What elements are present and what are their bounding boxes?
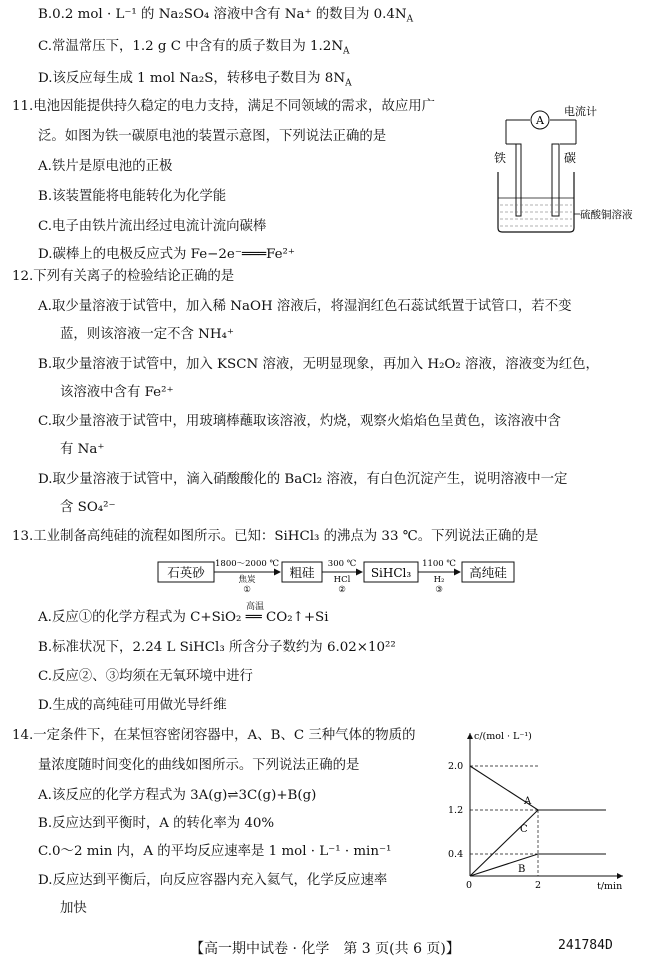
q13-option-b: B.标准状况下，2.24 L SiHCl₃ 所含分子数约为 6.02×10²² [38, 640, 396, 655]
x-axis-arrow [617, 873, 623, 879]
flow-box-sihcl3-label: SiHCl₃ [370, 566, 412, 580]
q14-stem-cont: 量浓度随时间变化的曲线如图所示。下列说法正确的是 [38, 758, 360, 773]
arrow2-reagent: HCl [333, 575, 351, 585]
ammeter-symbol: A [536, 114, 544, 127]
q13-option-a: A.反应①的化学方程式为 C+SiO₂ ══ CO₂↑+Si [38, 610, 329, 625]
x-tick-label: 2 [535, 880, 542, 891]
q10-option-d-text: 该反应每生成 1 mol Na₂S，转移电子数目为 $8N_A$ [52, 71, 352, 89]
series-B-label: B [518, 864, 526, 875]
concentration-time-chart [430, 728, 640, 893]
arrow3-temp: 1100 ℃ [422, 559, 456, 569]
q12-option-c-cont: 有 Na⁺ [60, 442, 105, 457]
q12-stem: 12.下列有关离子的检验结论正确的是 [12, 269, 235, 284]
q13-option-c: C.反应②、③均须在无氧环境中进行 [38, 669, 253, 684]
footer-title: 【高一期中试卷 · 化学 第 3 页(共 6 页)】 [190, 941, 460, 957]
q10-option-d: D.该反应每生成 1 mol Na₂S，转移电子数目为 $8N_A$ [38, 71, 352, 89]
q11-option-d: D.碳棒上的电极反应式为 Fe−2e⁻═══Fe²⁺ [38, 247, 295, 262]
q13-stem: 13.工业制备高纯硅的流程如图所示。已知：SiHCl₃ 的沸点为 33 ℃。下列说法正确的是 [12, 529, 539, 544]
q14-option-c: C.0～2 min 内，A 的平均反应速率是 1 mol · L⁻¹ · min⁻¹ [38, 844, 392, 859]
carbon-label: 碳 [564, 151, 577, 165]
q11-option-b: B.该装置能将电能转化为化学能 [38, 189, 227, 204]
q12-option-a: A.取少量溶液于试管中，加入稀 NaOH 溶液后，将湿润红色石蕊试纸置于试管口，若不变 [38, 299, 572, 314]
y-axis-label: c/(mol · L⁻¹) [474, 731, 532, 742]
arrow1-reagent: 焦炭 [238, 575, 256, 585]
q14-stem: 14.一定条件下，在某恒容密闭容器中，A、B、C 三种气体的物质的 [12, 728, 416, 743]
arrow2-num: ② [338, 585, 346, 595]
galvanic-cell-figure [488, 102, 638, 237]
flow-box-crude-si-label: 粗硅 [289, 565, 315, 580]
q14-option-b: B.反应达到平衡时，A 的转化率为 40% [38, 816, 275, 831]
q11-stem-cont: 泛。如图为铁一碳原电池的装置示意图，下列说法正确的是 [38, 129, 387, 144]
arrow3-reagent: H₂ [433, 575, 445, 585]
flow-box-quartz-label: 石英砂 [167, 565, 205, 580]
q11-stem: 11.电池因能提供持久稳定的电力支持，满足不同领域的需求，故应用广 [12, 99, 436, 114]
footer-code: 241784D [558, 938, 613, 953]
ammeter-label: 电流计 [564, 105, 597, 118]
q11-option-c: C.电子由铁片流出经过电流计流向碳棒 [38, 219, 267, 234]
q12-option-b: B.取少量溶液于试管中，加入 KSCN 溶液，无明显现象，再加入 H₂O₂ 溶液，溶液变为红色， [38, 357, 599, 372]
q10-option-b-text: 0.2 mol · L⁻¹ 的 Na₂SO₄ 溶液中含有 Na⁺ 的数目为 $0.4N_A$ [52, 7, 414, 25]
iron-label: 铁 [494, 151, 507, 165]
q12-option-b-cont: 该溶液中含有 Fe²⁺ [60, 385, 174, 400]
y-tick-label: 0.4 [448, 849, 464, 860]
q10-option-c-text: 常温常压下，1.2 g C 中含有的质子数目为 $1.2N_A$ [52, 39, 350, 57]
solution-label: 硫酸铜溶液 [580, 209, 633, 221]
flow-box-pure-si-label: 高纯硅 [469, 565, 507, 580]
q10-option-b: B.0.2 mol · L⁻¹ 的 Na₂SO₄ 溶液中含有 Na⁺ 的数目为 $0.4N_A$ [38, 7, 414, 25]
series-C-label: C [520, 824, 528, 835]
arrow2-temp: 300 ℃ [327, 559, 357, 569]
q14-option-d-cont: 加快 [60, 901, 87, 916]
arrow1-temp: 1800～2000 ℃ [215, 559, 279, 569]
q14-option-a: A.该反应的化学方程式为 3A(g)⇌3C(g)+B(g) [38, 788, 317, 803]
q12-option-d-cont: 含 SO₄²⁻ [60, 500, 116, 515]
silicon-flow-diagram [150, 552, 520, 597]
series-A-line [470, 766, 606, 810]
y-tick-label: 1.2 [448, 805, 464, 816]
origin-label: 0 [466, 880, 473, 891]
q13-option-a-condition: 高温 [246, 602, 265, 612]
arrow3-num: ③ [435, 585, 443, 595]
q12-option-c: C.取少量溶液于试管中，用玻璃棒蘸取该溶液，灼烧，观察火焰焰色呈黄色，该溶液中含 [38, 414, 561, 429]
q12-option-d: D.取少量溶液于试管中，滴入硝酸酸化的 BaCl₂ 溶液，有白色沉淀产生，说明溶液中一定 [38, 472, 568, 487]
q11-option-a: A.铁片是原电池的正极 [38, 159, 173, 174]
x-axis-label: t/min [597, 881, 623, 892]
q14-option-d: D.反应达到平衡后，向反应容器内充入氦气，化学反应速率 [38, 873, 388, 888]
series-A-label: A [524, 796, 532, 807]
beaker [498, 172, 574, 232]
q10-option-c: C.常温常压下，1.2 g C 中含有的质子数目为 $1.2N_A$ [38, 39, 350, 57]
q12-option-a-cont: 蓝，则该溶液一定不含 NH₄⁺ [60, 327, 234, 342]
y-axis-arrow [467, 733, 473, 739]
arrow1-num: ① [243, 585, 251, 595]
y-tick-label: 2.0 [448, 761, 464, 772]
q13-option-d: D.生成的高纯硅可用做光导纤维 [38, 698, 227, 713]
